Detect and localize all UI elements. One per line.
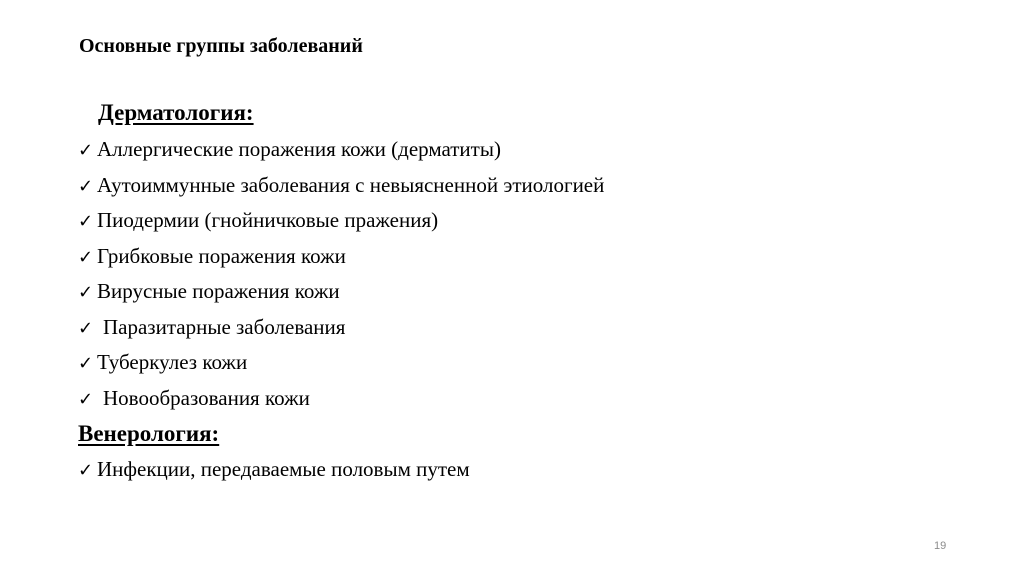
list-item (78, 274, 604, 310)
list-item (78, 239, 604, 275)
list-item (78, 203, 604, 239)
list-item-text: Грибковые поражения кожи (97, 243, 346, 268)
checkmark-icon: ✓ (78, 353, 94, 374)
list-item-text: Инфекции, передаваемые половым путем (97, 457, 470, 481)
section-heading-venereology: Венерология: (78, 421, 220, 446)
venereology-list (78, 452, 470, 488)
list-item-text: Аутоиммунные заболевания с невыясненной этиологией (97, 172, 605, 197)
slide-title: Основные группы заболеваний (79, 35, 363, 57)
list-item-text: Новообразования кожи (103, 385, 310, 410)
list-item-text: Паразитарные заболевания (103, 314, 346, 339)
page-number: 19 (934, 540, 947, 552)
checkmark-icon: ✓ (78, 317, 94, 339)
list-item-text: Аллергические поражения кожи (дерматиты) (97, 137, 501, 161)
checkmark-icon: ✓ (78, 211, 94, 232)
checkmark-icon: ✓ (78, 140, 94, 161)
section-heading-dermatology: Дерматология: (98, 100, 254, 125)
checkmark-icon: ✓ (78, 460, 94, 481)
list-item-text: Туберкулез кожи (97, 350, 248, 374)
list-item (78, 310, 604, 346)
list-item (78, 168, 604, 204)
checkmark-icon: ✓ (78, 282, 94, 303)
dermatology-list (78, 132, 604, 416)
checkmark-icon: ✓ (78, 388, 94, 410)
list-item-text: Пиодермии (гнойничковые пражения) (97, 208, 439, 232)
checkmark-icon: ✓ (78, 175, 94, 197)
list-item (78, 452, 470, 488)
checkmark-icon: ✓ (78, 246, 94, 268)
list-item-text: Вирусные поражения кожи (97, 279, 340, 303)
list-item (78, 381, 604, 417)
list-item (78, 345, 604, 381)
list-item (78, 132, 604, 168)
